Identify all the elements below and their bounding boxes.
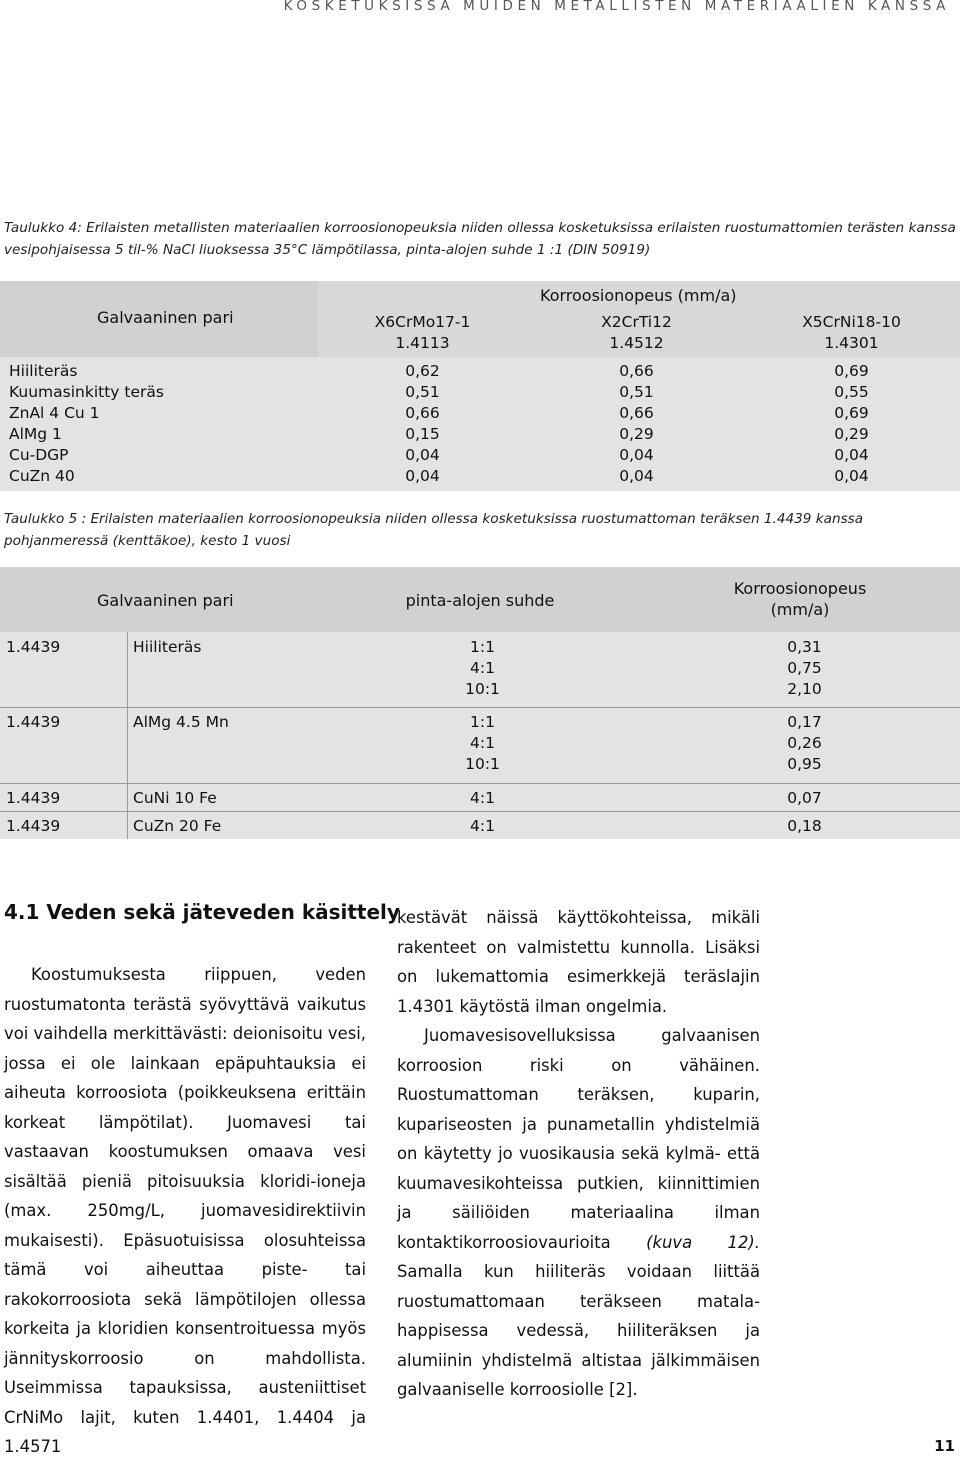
table1-caption: Taulukko 4: Erilaisten metallisten materiaalien korroosionopeuksia niiden ollessa kosketuksissa erilaisten ruostumattomien terästen kanssa vesipohjaisessa 5 til-% NaCl liuoksessa 35°C lämpötilassa, pinta-alojen suhde 1 :1 (DIN 50919) bbox=[4, 220, 956, 258]
figure-reference: (kuva 12). bbox=[646, 1232, 760, 1252]
table1-col-3: X5CrNi18-10 1.4301 bbox=[802, 313, 901, 352]
right-paragraph-2: Juomavesisovelluksissa galvaanisen korroosion riski on vähäinen. Ruostumattoman teräksen, kuparin, kupariseosten ja punametallin yhdistelmiä on käytetty jo vuosikausia sekä kylmä- että kuumavesikohteissa putkien, kiinnittimien ja säiliöiden materiaalina ilman kontaktikorroosiovaurioita (kuva 12). Samalla kun hiiliteräs voidaan liittää ruostumattomaan teräkseen matala-happisessa vedessä, hiiliteräksen ja alumiinin yhdistelmä altistaa jälkimmäisen galvaaniselle korroosiolle [2]. bbox=[397, 1026, 760, 1399]
table2-rates: 0,31 0,75 2,10 bbox=[787, 638, 822, 698]
table1-col-2: X2CrTi12 1.4512 bbox=[601, 313, 672, 352]
table2-row-divider bbox=[0, 707, 960, 708]
table2-row-divider bbox=[0, 811, 960, 812]
table2-row-divider bbox=[0, 783, 960, 784]
left-paragraph: Koostumuksesta riippuen, veden ruostumatonta terästä syövyttävä vaikutus voi vaihdella merkittävästi: deionisoitu vesi, jossa ei ole lainkaan epäpuhtauksia ei aiheuta korroosiota (poikkeuksena erittäin korkeat lämpötilat). Juomavesi tai vastaavan koostumuksen omaava vesi sisältää pieniä pitoisuuksia kloridi-ioneja (max. 250mg/L, juomavesidirektiivin mukaisesti). Epäsuotuisissa olosuhteissa tämä voi aiheuttaa piste- tai rakokorroosiota sekä lämpötilojen ollessa korkeita ja kloridien konsentroituessa myös jännityskorroosio on mahdollista. Useimmissa tapauksissa, austeniittiset CrNiMo lajit, kuten 1.4401, 1.4404 ja 1.4571 bbox=[4, 965, 367, 1456]
table2-caption: Taulukko 5 : Erilaisten materiaalien korroosionopeuksia niiden ollessa kosketuksissa ruostumattoman teräksen 1.4439 kanssa pohjanmeressä (kenttäkoe), kesto 1 vuosi bbox=[4, 511, 864, 549]
section-heading: 4.1 Veden sekä jäteveden käsittely bbox=[4, 900, 400, 924]
table2-material: CuNi 10 Fe bbox=[133, 789, 217, 807]
right-column bbox=[397, 903, 760, 1405]
table2-rate: 0,18 bbox=[787, 817, 822, 835]
table2-ratios: 1:1 4:1 10:1 bbox=[465, 713, 500, 773]
table1-values-col-2: 0,66 0,51 0,66 0,29 0,04 0,04 bbox=[619, 362, 654, 485]
page-number: 11 bbox=[934, 1437, 955, 1455]
table2-steel: 1.4439 bbox=[6, 789, 61, 807]
table2-ratio: 4:1 bbox=[470, 817, 495, 835]
table1-col-1: X6CrMo17-1 1.4113 bbox=[374, 313, 471, 352]
table2-steel: 1.4439 bbox=[6, 638, 61, 656]
table2-ratio: 4:1 bbox=[470, 789, 495, 807]
table2-rate: 0,07 bbox=[787, 789, 822, 807]
table2-material: Hiiliteräs bbox=[133, 638, 202, 656]
table2-rate-header: Korroosionopeus (mm/a) bbox=[733, 579, 867, 619]
table1-pair-header: Galvaaninen pari bbox=[97, 308, 234, 327]
table2-steel: 1.4439 bbox=[6, 713, 61, 731]
right-paragraph-1: kestävät näissä käyttökohteissa, mikäli rakenteet on valmistettu kunnolla. Lisäksi on lukemattomia esimerkkejä teräslajin 1.4301 käytöstä ilman ongelmia. bbox=[397, 908, 760, 1016]
table2-divider-vertical bbox=[127, 632, 128, 839]
table1-rate-header: Korroosionopeus (mm/a) bbox=[540, 286, 737, 305]
table2-material: AlMg 4.5 Mn bbox=[133, 713, 229, 731]
table2-ratio-header: pinta-alojen suhde bbox=[405, 591, 555, 610]
table1-materials: Hiiliteräs Kuumasinkitty teräs ZnAl 4 Cu 1 AlMg 1 Cu-DGP CuZn 40 bbox=[9, 362, 164, 485]
table2-steel: 1.4439 bbox=[6, 817, 61, 835]
running-header: KOSKETUKSISSA MUIDEN METALLISTEN MATERIAALIEN KANSSA bbox=[283, 0, 950, 14]
table2-pair-header: Galvaaninen pari bbox=[97, 591, 234, 610]
table2-ratios: 1:1 4:1 10:1 bbox=[465, 638, 500, 698]
table2-rates: 0,17 0,26 0,95 bbox=[787, 713, 822, 773]
table1-values-col-3: 0,69 0,55 0,69 0,29 0,04 0,04 bbox=[834, 362, 869, 485]
table1-values-col-1: 0,62 0,51 0,66 0,15 0,04 0,04 bbox=[405, 362, 440, 485]
left-column bbox=[4, 960, 366, 1462]
table2-material: CuZn 20 Fe bbox=[133, 817, 222, 835]
